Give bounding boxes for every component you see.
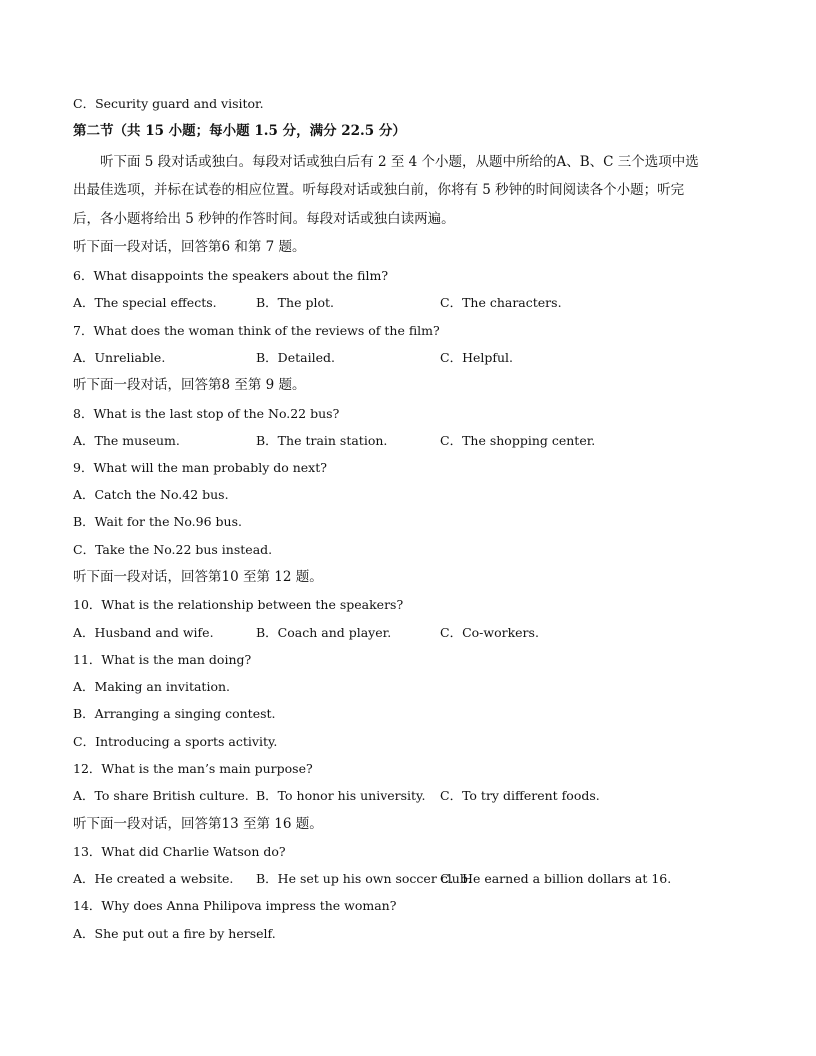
option-a: A．She put out a fire by herself. [73, 926, 276, 941]
option-c: C．Take the No.22 bus instead. [73, 542, 273, 557]
option-c: C．The shopping center. [440, 433, 596, 448]
option-a: A．Making an invitation. [73, 679, 231, 694]
question-text: 11．What is the man doing? [73, 652, 252, 667]
question-text: 6．What disappoints the speakers about the film? [73, 268, 389, 283]
option-b: B．Detailed. [256, 350, 335, 365]
option-a: A．Husband and wife. [73, 625, 214, 640]
dialogue-instruction: 听下面一段对话，回答第8 至第 9 题。 [73, 377, 306, 393]
option-b: B．Coach and player. [256, 625, 392, 640]
section-title: 第二节（共 15 小题；每小题 1.5 分，满分 22.5 分） [73, 123, 406, 139]
question-text: 8．What is the last stop of the No.22 bus? [73, 406, 340, 421]
option-b: B．He set up his own soccer club. [256, 871, 472, 886]
instruction-paragraph-line: 出最佳选项，并标在试卷的相应位置。听每段对话或独白前，你将有 5 秒钟的时间阅读各个小题；听完 [73, 182, 685, 198]
instruction-paragraph-line: 听下面 5 段对话或独白。每段对话或独白后有 2 至 4 个小题，从题中所给的A、B、C 三个选项中选 [100, 154, 699, 170]
option-c: C．Helpful. [440, 350, 514, 365]
dialogue-instruction: 听下面一段对话，回答第13 至第 16 题。 [73, 816, 323, 832]
option-a: A．The special effects. [73, 295, 217, 310]
dialogue-instruction: 听下面一段对话，回答第10 至第 12 题。 [73, 569, 323, 585]
question-text: 10．What is the relationship between the speakers? [73, 597, 404, 612]
option-b: B．Wait for the No.96 bus. [73, 514, 242, 529]
option-line: C．Security guard and visitor. [73, 96, 264, 111]
option-b: B．The plot. [256, 295, 334, 310]
option-b: B．To honor his university. [256, 788, 426, 803]
option-c: C．The characters. [440, 295, 562, 310]
question-text: 13．What did Charlie Watson do? [73, 844, 286, 859]
option-a: A．He created a website. [73, 871, 234, 886]
option-a: A．Unreliable. [73, 350, 166, 365]
option-a: A．Catch the No.42 bus. [73, 487, 229, 502]
question-text: 14．Why does Anna Philipova impress the woman? [73, 898, 397, 913]
option-c: C．To try different foods. [440, 788, 600, 803]
instruction-paragraph-line: 后，各小题将给出 5 秒钟的作答时间。每段对话或独白读两遍。 [73, 211, 455, 227]
option-b: B．The train station. [256, 433, 388, 448]
option-b: B．Arranging a singing contest. [73, 706, 276, 721]
option-c: C．He earned a billion dollars at 16. [440, 871, 672, 886]
dialogue-instruction: 听下面一段对话，回答第6 和第 7 题。 [73, 239, 306, 255]
question-text: 9．What will the man probably do next? [73, 460, 327, 475]
question-text: 7．What does the woman think of the reviews of the film? [73, 323, 440, 338]
option-a: A．To share British culture. [73, 788, 249, 803]
question-text: 12．What is the man’s main purpose? [73, 761, 313, 776]
option-c: C．Introducing a sports activity. [73, 734, 278, 749]
option-a: A．The museum. [73, 433, 180, 448]
option-c: C．Co-workers. [440, 625, 539, 640]
